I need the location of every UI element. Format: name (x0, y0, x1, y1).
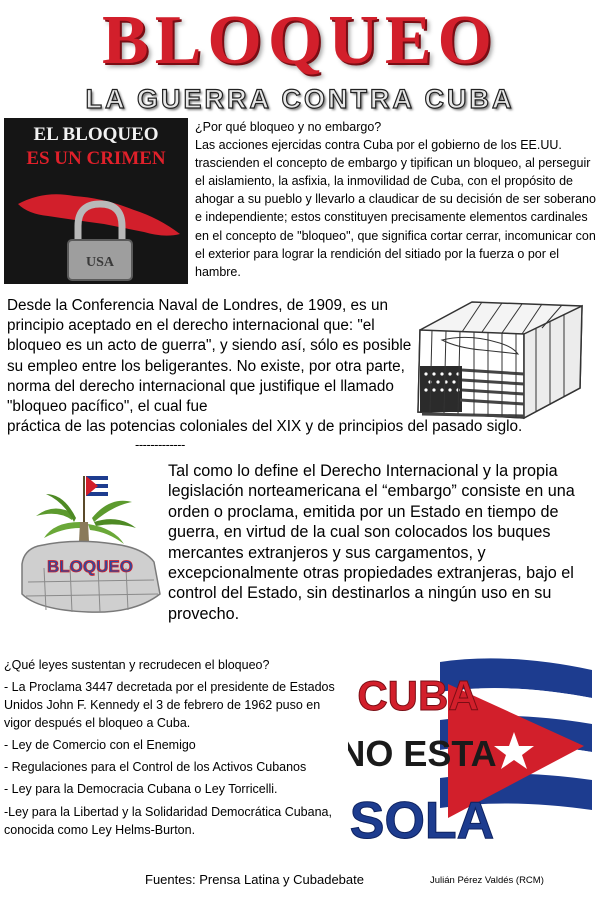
list-item: - La Proclama 3447 decretada por el presidente de Estados Unidos John F. Kennedy el 3 de febrero de 1962 puso en vigor después el bloqueo a Cuba. (4, 680, 335, 731)
list-item: -Ley para la Libertad y la Solidaridad Democrática Cubana, conocida como Ley Helms-Burton. (4, 804, 332, 837)
sola-label: SOLA (349, 792, 495, 850)
caged-cuba-image (412, 296, 588, 420)
cuba-padlock-icon (4, 118, 188, 284)
intro-body: Las acciones ejercidas contra Cuba por el gobierno de los EE.UU. trascienden el concepto de embargo y tipifican un bloqueo, al perseguir el aislamiento, la asfixia, la inmovilidad de Cuba, con el propósito de ahogar a su pueblo y llevarlo a claudicar de su decisión de ser soberano e independiente; estos constituyen precisamente elementos cardinales en el concepto de "bloqueo", que significa cortar cerrar, incomunicar con el exterior para lograr la rendición del sitiado por la fuerza o por el hambre. (195, 138, 596, 279)
embargo-definition-paragraph: Tal como lo define el Derecho Internacional y la propia legislación norteamericana el “embargo” consiste en una orden o proclama, emitida por un Estado en tiempo de guerra, en virtud de la cual son colocados los buques mercantes extranjeros y sus cargamentos, y excepcionalmente otras propiedades extranjeras, bajo el control del Estado, sin destinarlos a ningún uso en su provecho. (168, 462, 575, 623)
cuba-label: CUBA (357, 672, 479, 719)
bloqueo-wall-image (14, 462, 166, 620)
laws-question: ¿Qué leyes sustentan y recrudecen el bloqueo? (4, 658, 270, 672)
intro-text-block (195, 118, 597, 281)
section-divider: ------------- (135, 437, 185, 452)
list-item: - Regulaciones para el Control de los Activos Cubanos (4, 760, 307, 775)
cuba-no-esta-sola-image (348, 658, 596, 856)
padlock-label: USA (85, 255, 115, 270)
naval-conference-paragraph-end: práctica de las potencias coloniales del XIX y de principios del pasado siglo. (7, 418, 523, 435)
laws-list (4, 678, 346, 843)
author-credit: Julián Pérez Valdés (RCM) (430, 875, 544, 886)
intro-question: ¿Por qué bloqueo y no embargo? (195, 120, 382, 134)
image-caption-2: ES UN CRIMEN (26, 148, 166, 169)
image-caption-1: EL BLOQUEO (33, 124, 159, 145)
list-item: - Ley de Comercio con el Enemigo (4, 738, 196, 753)
bloqueo-wall-label: BLOQUEO (47, 557, 133, 576)
naval-conference-paragraph: Desde la Conferencia Naval de Londres, de 1909, es un principio aceptado en el derecho internacional que: "el bloqueo es un acto de guerra", y siendo así, sólo es posible su empleo entre los beligerantes. No existe, por otra parte, norma del derecho internacional que justifique el llamado "bloqueo pacífico", el cual fue (7, 297, 412, 416)
no-esta-label: NO ESTA (348, 733, 497, 774)
bloqueo-crimen-image (4, 118, 188, 284)
sources-credit: Fuentes: Prensa Latina y Cubadebate (145, 872, 364, 887)
page-subtitle: LA GUERRA CONTRA CUBA (85, 84, 515, 114)
page-title: BLOQUEO (102, 2, 498, 79)
list-item: - Ley para la Democracia Cubana o Ley Torricelli. (4, 782, 278, 797)
